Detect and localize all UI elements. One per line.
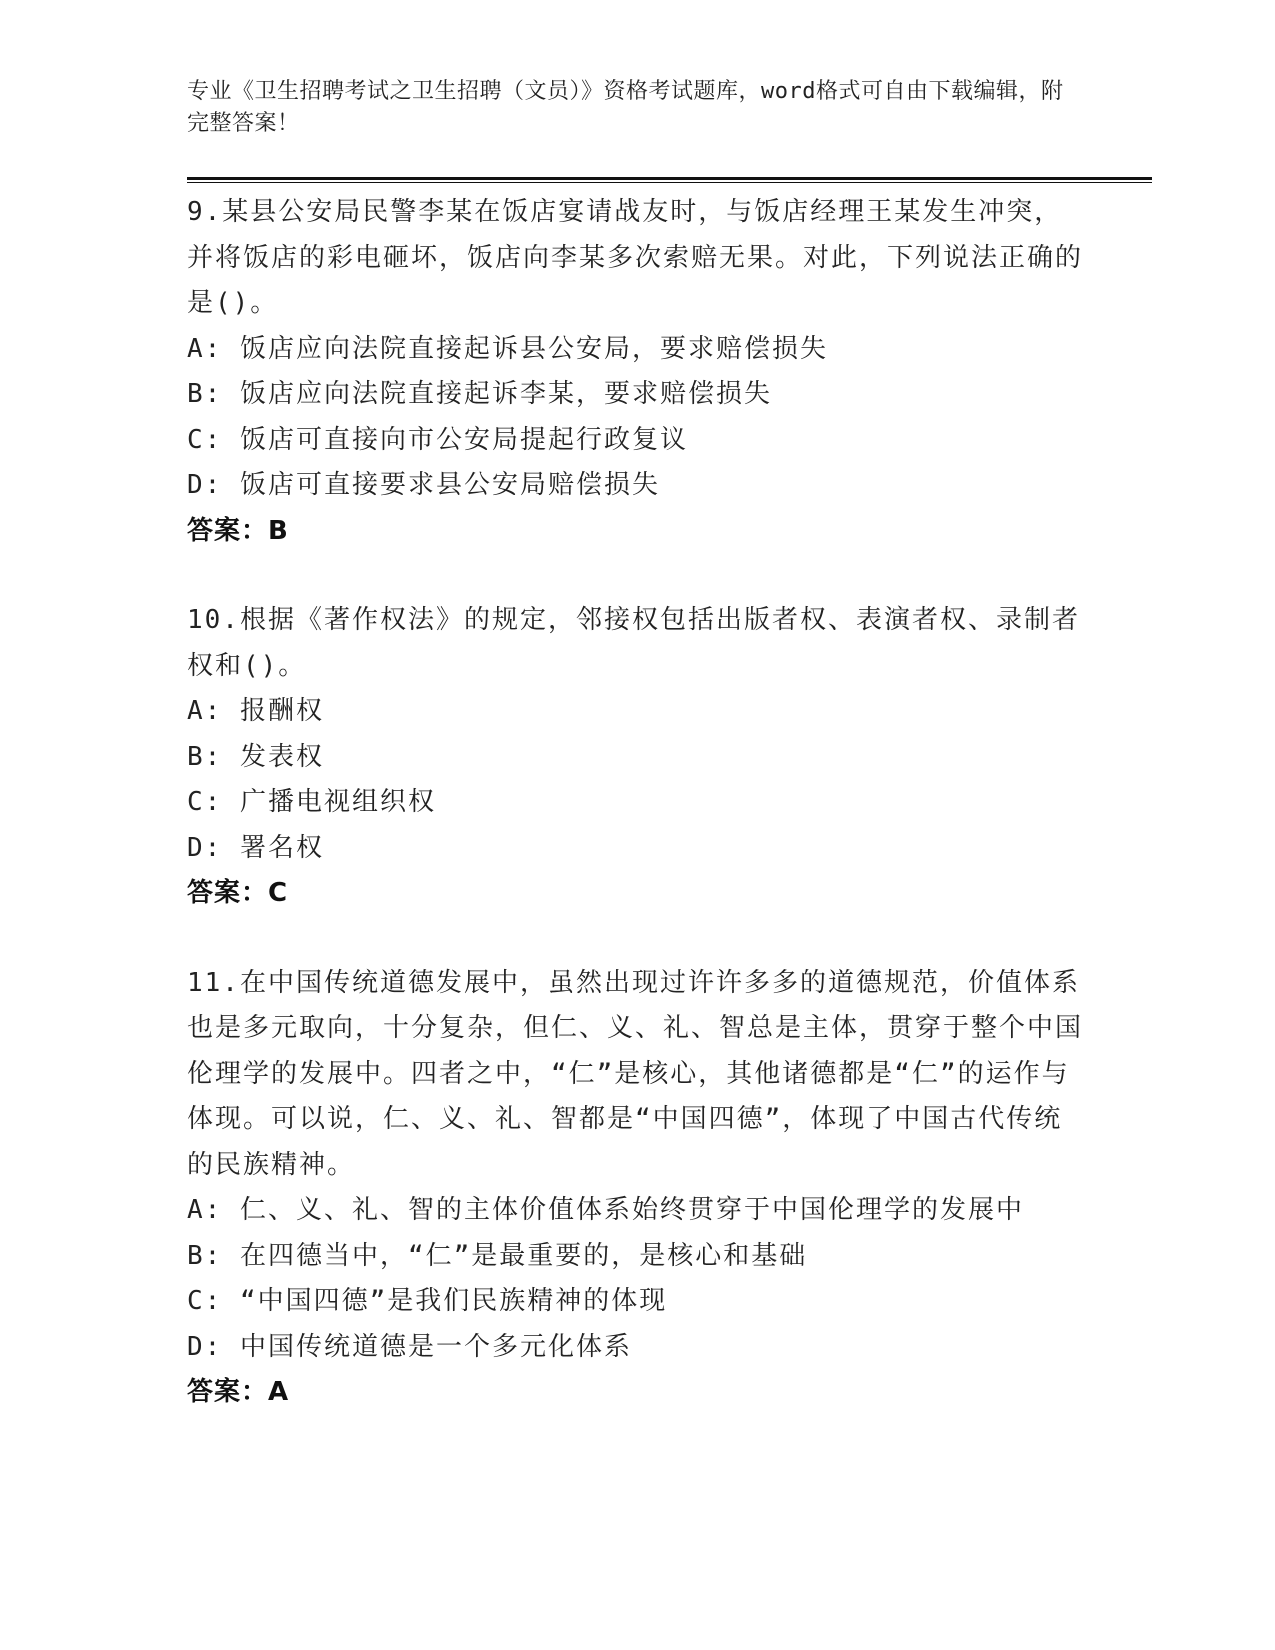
question-11 [187, 961, 1087, 1416]
question-spacer [187, 917, 1087, 961]
question-10 [187, 598, 1087, 917]
answer-line: 答案：A [187, 1377, 290, 1407]
question-stem: 11.在中国传统道德发展中，虽然出现过许许多多的道德规范，价值体系也是多元取向，十分复杂，但仁、义、礼、智总是主体，贯穿于整个中国伦理学的发展中。四者之中，“仁”是核心，其他诸德都是“仁”的运作与体现。可以说，仁、义、礼、智都是“中国四德”，体现了中国古代传统的民族精神。 [187, 967, 1084, 1180]
option-a: A: 仁、义、礼、智的主体价值体系始终贯穿于中国伦理学的发展中 [187, 1195, 1024, 1225]
question-stem: 9.某县公安局民警李某在饭店宴请战友时，与饭店经理王某发生冲突，并将饭店的彩电砸坏，饭店向李某多次索赔无果。对此，下列说法正确的是()。 [187, 197, 1084, 318]
question-9 [187, 190, 1087, 554]
option-a: A: 报酬权 [187, 696, 324, 726]
option-b: B: 发表权 [187, 741, 324, 772]
question-spacer [187, 554, 1087, 598]
header-intro-text: 专业《卫生招聘考试之卫生招聘（文员）》资格考试题库，word格式可自由下载编辑，附完整答案！ [187, 79, 1064, 136]
answer-line: 答案：B [187, 515, 289, 546]
header-divider-thin [187, 182, 1152, 183]
question-list [187, 190, 1087, 1416]
option-c: C: 饭店可直接向市公安局提起行政复议 [187, 424, 688, 455]
document-header [187, 76, 1067, 140]
option-d: D: 饭店可直接要求县公安局赔偿损失 [187, 470, 660, 500]
option-d: D: 署名权 [187, 832, 324, 863]
option-b: B: 饭店应向法院直接起诉李某，要求赔偿损失 [187, 379, 772, 409]
answer-line: 答案：C [187, 878, 289, 908]
header-divider-thick [187, 177, 1152, 180]
option-b: B: 在四德当中，“仁”是最重要的，是核心和基础 [187, 1240, 808, 1271]
option-c: C: 广播电视组织权 [187, 787, 436, 817]
question-stem: 10.根据《著作权法》的规定，邻接权包括出版者权、表演者权、录制者权和()。 [187, 605, 1080, 681]
option-d: D: 中国传统道德是一个多元化体系 [187, 1331, 632, 1362]
option-c: C: “中国四德”是我们民族精神的体现 [187, 1286, 668, 1316]
option-a: A: 饭店应向法院直接起诉县公安局，要求赔偿损失 [187, 333, 828, 364]
